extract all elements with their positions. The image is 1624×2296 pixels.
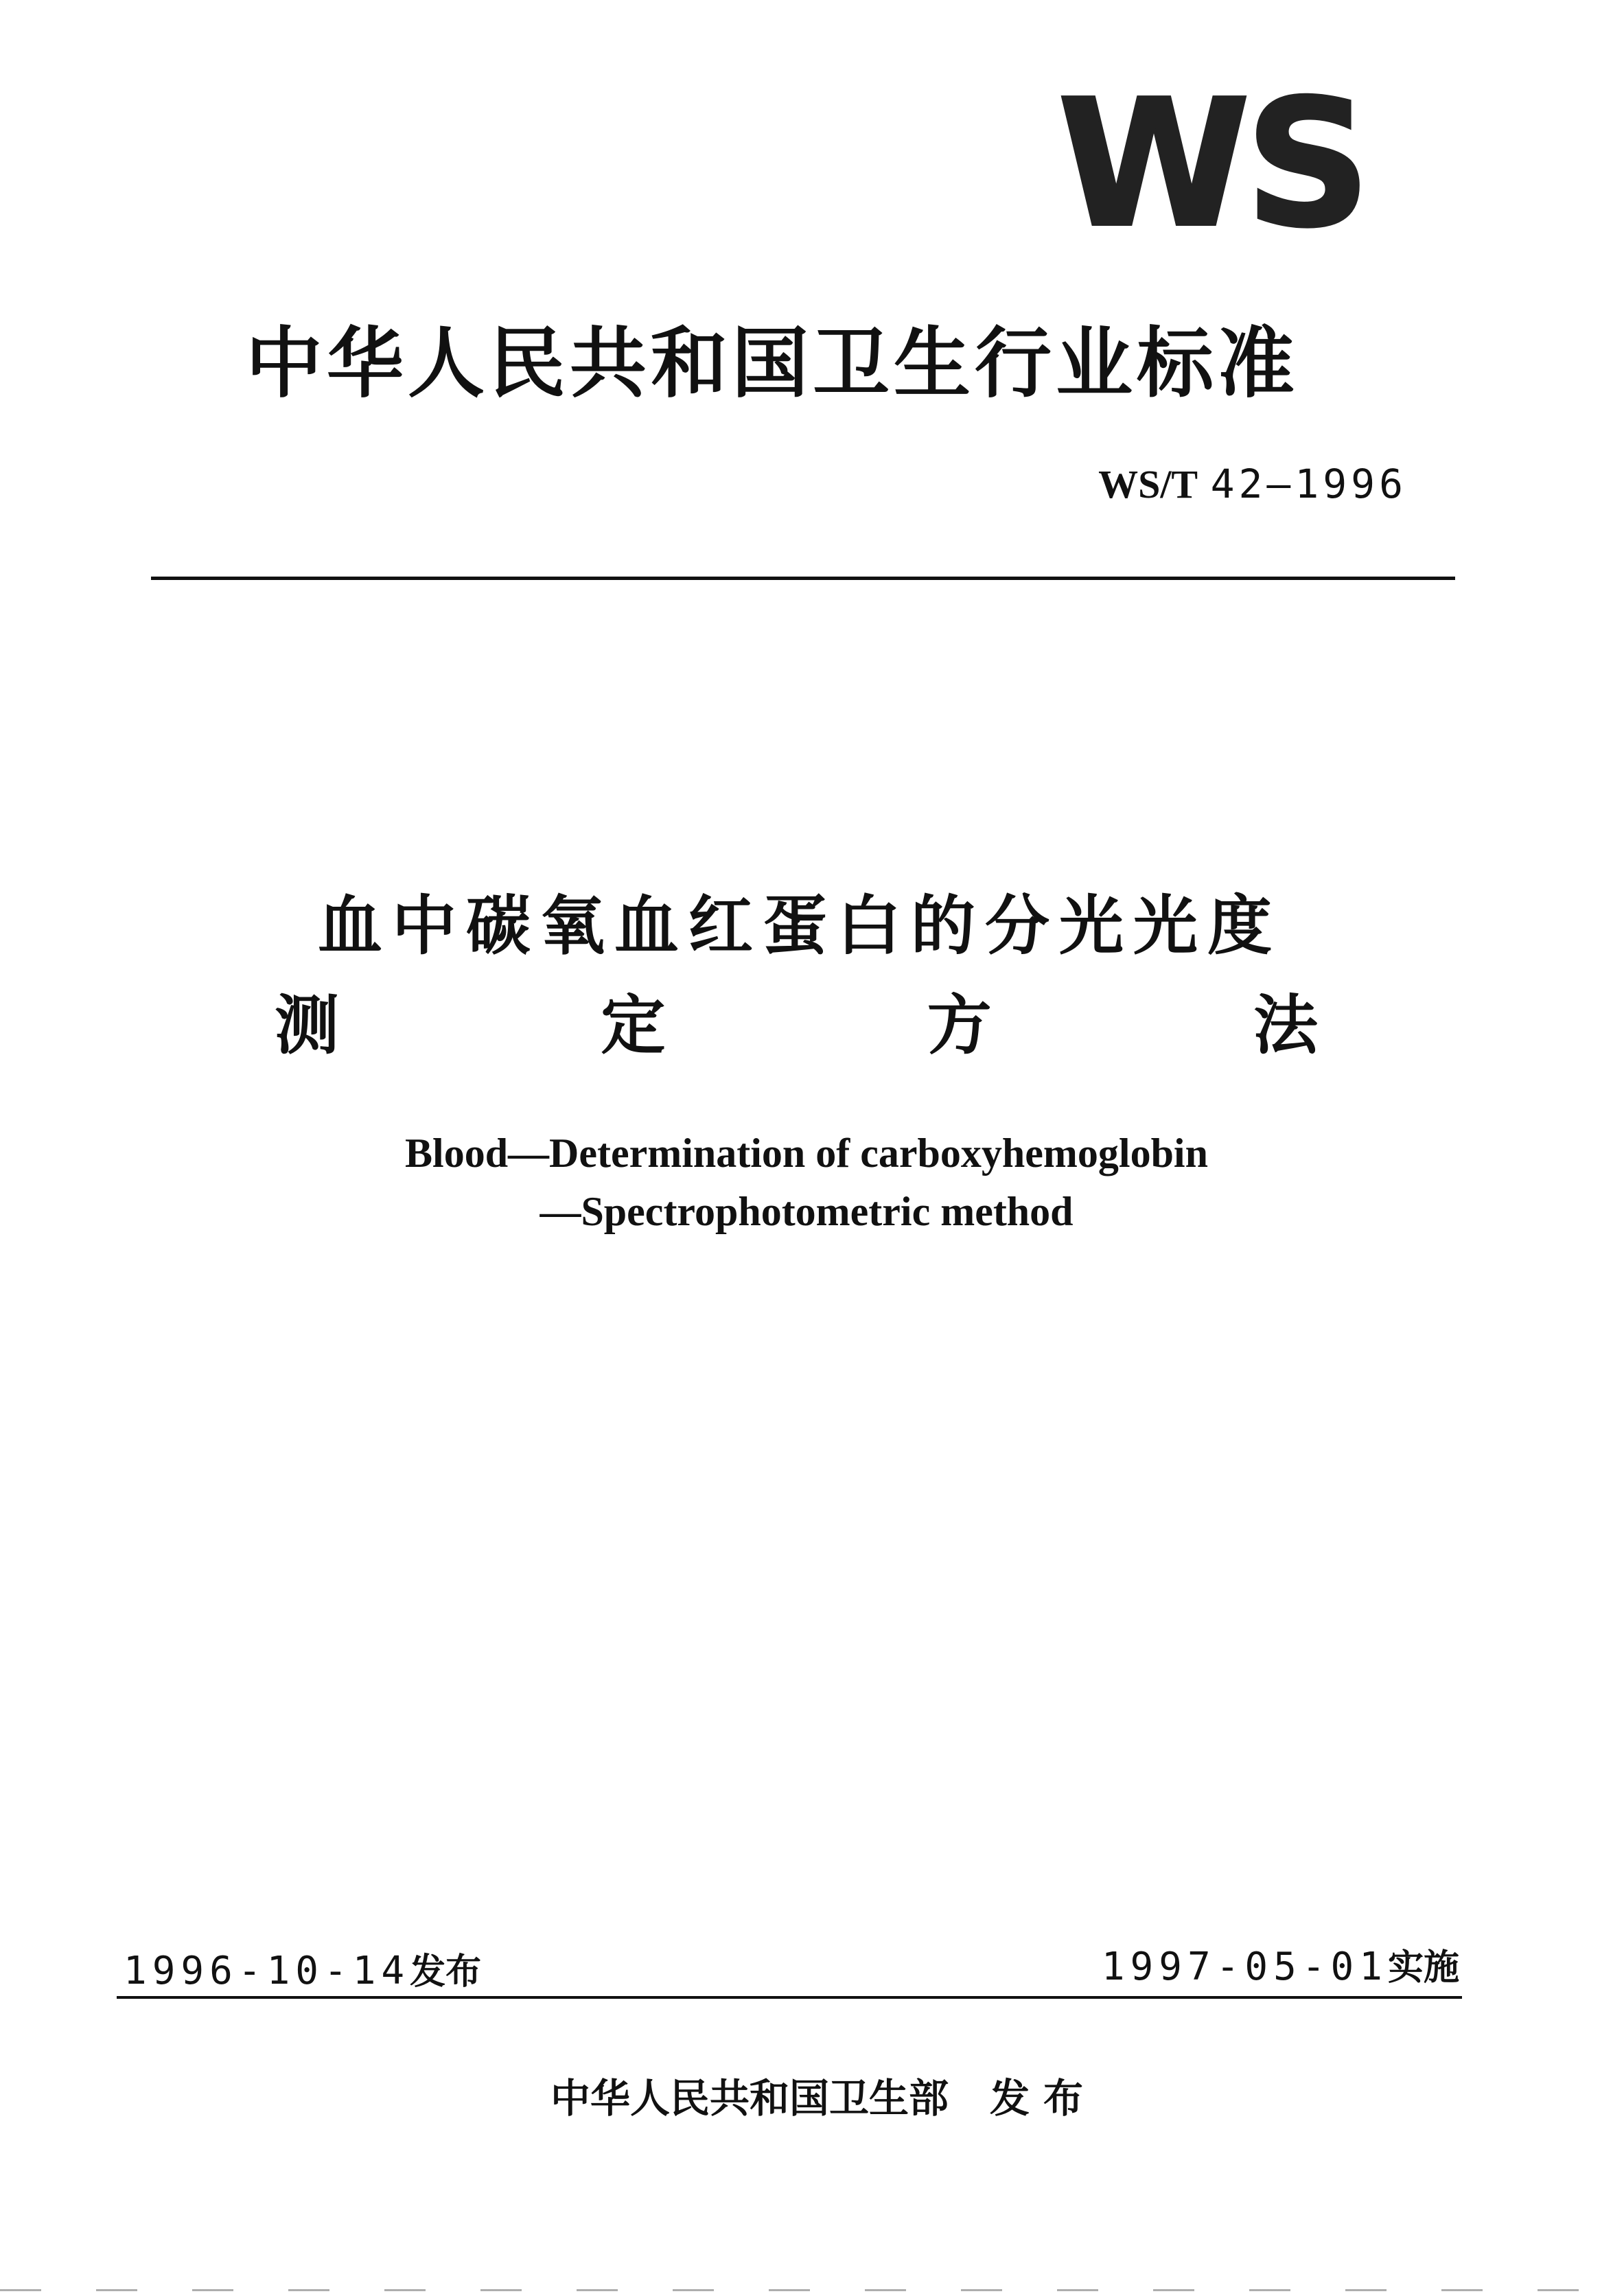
chinese-title-char: 法 (1253, 988, 1318, 1063)
header-divider (151, 577, 1455, 580)
implementation-date (1102, 1940, 1459, 1995)
footer-divider (117, 1996, 1462, 1999)
standard-number-value: 42—1996 (1210, 461, 1407, 507)
publisher-suffix: 发布 (990, 2075, 1098, 2122)
ws-logo-graphic (1054, 79, 1369, 244)
ws-logo-text: WS (1057, 79, 1366, 244)
standard-number-prefix: WS/T (1098, 462, 1198, 507)
english-title-line-1: Blood—Determination of carboxyhemoglobin (405, 1130, 1208, 1176)
ws-logo (1054, 79, 1369, 244)
issue-date (124, 1944, 481, 1999)
chinese-title-char: 方 (927, 988, 992, 1063)
issue-date-label: 发布 (410, 1951, 482, 1993)
chinese-title-char: 测 (275, 988, 340, 1063)
chinese-title-line-1: 血中碳氧血红蛋白的分光光度 (317, 889, 1281, 964)
publisher-name: 中华人民共和国卫生部 (550, 2075, 949, 2122)
scan-edge-marks (0, 2289, 1624, 2291)
english-title-line-2: —Spectrophotometric method (540, 1189, 1074, 1234)
chinese-title-char: 定 (601, 988, 666, 1063)
standard-category-title: 中华人民共和国卫生行业标准 (246, 319, 1299, 408)
standard-number (1023, 456, 1407, 512)
implementation-date-value: 1997-05-01 (1101, 1945, 1388, 1989)
publisher (343, 2067, 1304, 2129)
chinese-title-line-2 (275, 982, 1318, 1071)
implementation-date-label: 实施 (1387, 1947, 1459, 1988)
issue-date-value: 1996-10-14 (124, 1949, 410, 1993)
